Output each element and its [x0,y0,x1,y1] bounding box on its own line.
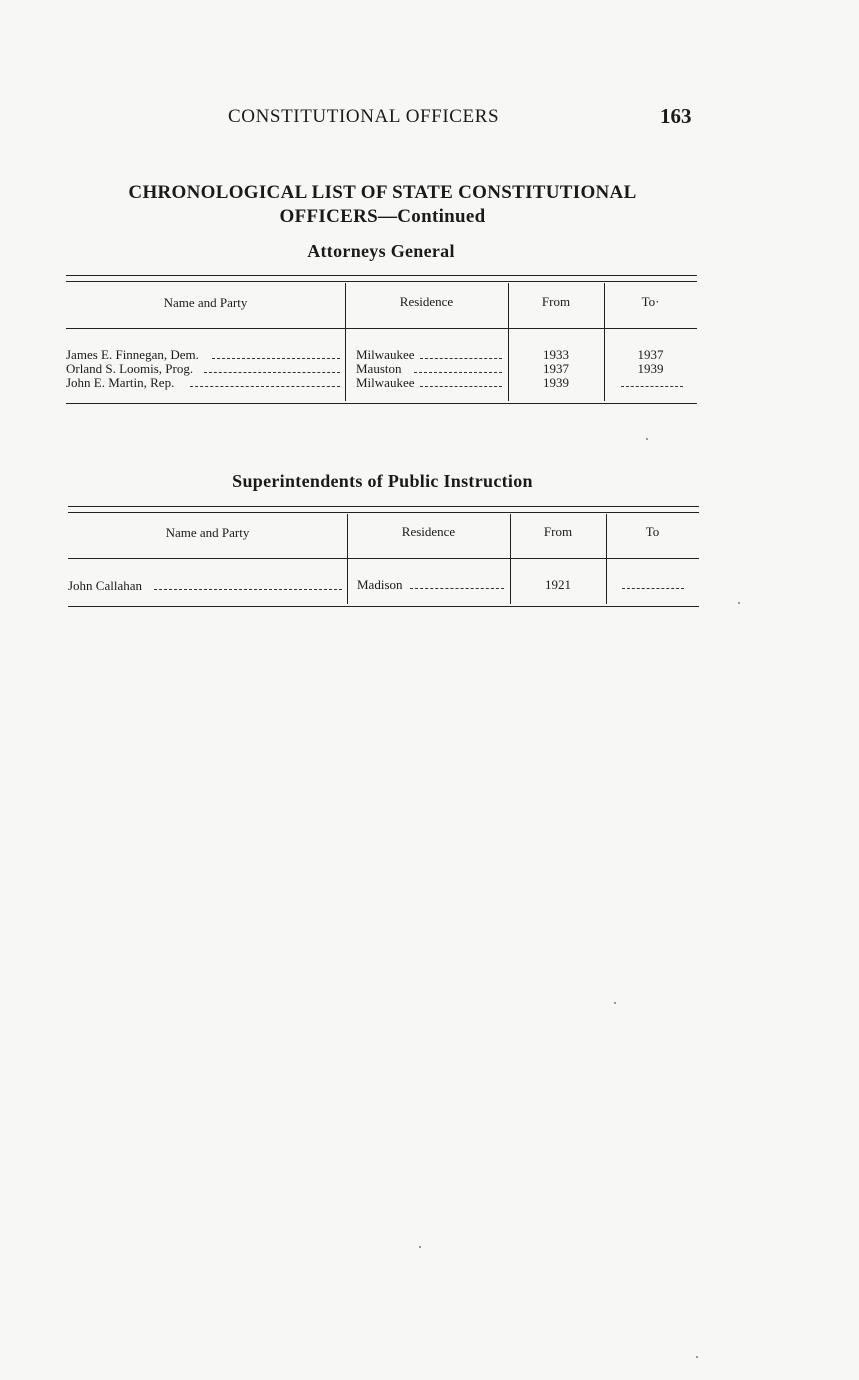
column-header-name-and-party: Name and Party [163,295,248,310]
column-header-to: To· [641,294,660,309]
cell-name-and-party: John E. Martin, Rep. [66,375,175,390]
leader-dots [420,386,502,387]
scan-speck [419,1246,421,1248]
page-title [60,181,705,229]
column-header-name-and-party: Name and Party [165,525,250,540]
column-header-to: To [645,524,660,539]
scan-speck [646,438,648,440]
scan-speck [738,602,740,604]
page-number: 163 [660,104,692,128]
cell-to: 1937 [637,347,664,362]
cell-from: 1921 [545,577,571,592]
table-top-rule-inner [68,512,699,513]
cell-from: 1937 [543,361,569,376]
running-head: CONSTITUTIONAL OFFICERS [228,106,500,127]
scan-speck [614,1002,616,1004]
column-header-from: From [541,294,571,309]
leader-dots [420,358,502,359]
cell-from: 1939 [543,375,569,390]
empty-to-dashes [622,588,684,589]
section-title-attorneys-general: Attorneys General [307,241,455,261]
title-line-1: CHRONOLOGICAL LIST OF STATE CONSTITUTIONAL [128,182,637,203]
header-rule [66,328,697,329]
title-line-2: OFFICERS—Continued [279,206,486,227]
leader-dots [212,358,340,359]
cell-from: 1933 [543,347,569,362]
cell-residence: Milwaukee [356,347,415,362]
leader-dots [154,589,342,590]
cell-residence: Mauston [356,361,402,376]
leader-dots [414,372,502,373]
leader-dots [204,372,340,373]
scan-speck [696,1356,698,1358]
cell-residence: Madison [357,577,403,592]
table-top-rule [68,506,699,507]
cell-name-and-party: James E. Finnegan, Dem. [66,347,199,362]
table-bottom-rule [66,403,697,404]
column-header-from: From [543,524,573,539]
cell-to: 1939 [637,361,664,376]
table-top-rule [66,275,697,276]
cell-name-and-party: Orland S. Loomis, Prog. [66,361,194,376]
cell-residence: Milwaukee [356,375,415,390]
table-bottom-rule [68,606,699,607]
column-header-residence: Residence [399,294,454,309]
leader-dots [410,588,504,589]
header-rule [68,558,699,559]
empty-to-dashes [621,386,683,387]
cell-name-and-party: John Callahan [68,578,143,593]
column-header-residence: Residence [401,524,456,539]
table-top-rule-inner [66,281,697,282]
leader-dots [190,386,340,387]
section-title-superintendents: Superintendents of Public Instruction [232,471,533,491]
